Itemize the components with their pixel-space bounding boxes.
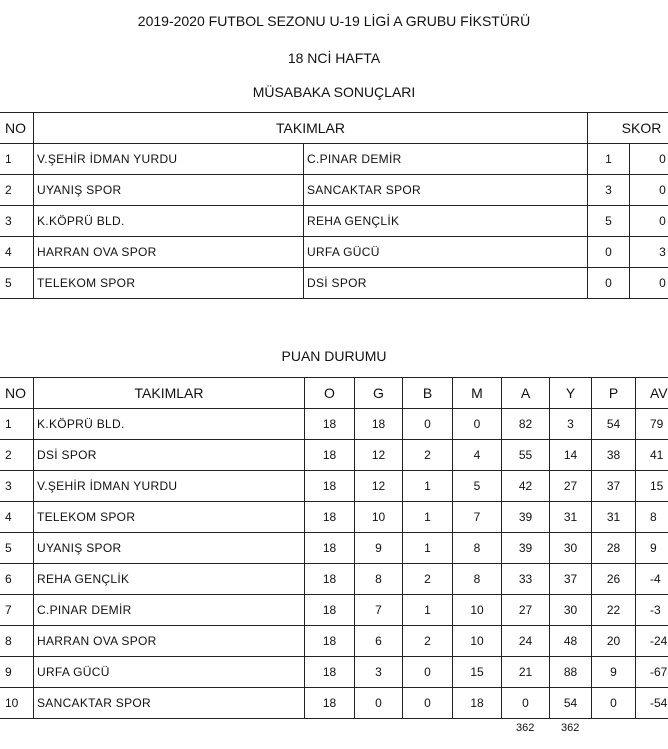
home-team: UYANIŞ SPOR <box>34 175 304 206</box>
rank: 2 <box>0 440 34 471</box>
stat-a: 24 <box>502 626 550 657</box>
stat-o: 18 <box>305 657 355 688</box>
stat-a: 33 <box>502 564 550 595</box>
rank: 9 <box>0 657 34 688</box>
team-name: UYANIŞ SPOR <box>34 533 305 564</box>
stat-p: 0 <box>592 688 636 719</box>
stat-o: 18 <box>305 595 355 626</box>
header-teams: TAKIMLAR <box>34 113 588 144</box>
stat-av: -24 <box>636 626 668 657</box>
stat-m: 4 <box>453 440 502 471</box>
away-team: DSİ SPOR <box>304 268 588 299</box>
away-team: SANCAKTAR SPOR <box>304 175 588 206</box>
stat-y: 31 <box>550 502 592 533</box>
home-team: TELEKOM SPOR <box>34 268 304 299</box>
total-goals-for: 362 <box>516 722 535 734</box>
match-no: 1 <box>0 144 34 175</box>
stat-m: 0 <box>453 409 502 440</box>
rank: 1 <box>0 409 34 440</box>
rank: 6 <box>0 564 34 595</box>
stat-g: 12 <box>355 471 403 502</box>
stat-p: 54 <box>592 409 636 440</box>
stat-av: 9 <box>636 533 668 564</box>
home-team: HARRAN OVA SPOR <box>34 237 304 268</box>
stat-o: 18 <box>305 502 355 533</box>
rank: 7 <box>0 595 34 626</box>
stat-y: 37 <box>550 564 592 595</box>
away-score: 0 <box>630 268 668 299</box>
result-row <box>0 206 668 237</box>
standings-row <box>0 440 668 471</box>
away-team: C.PINAR DEMİR <box>304 144 588 175</box>
standings-heading: PUAN DURUMU <box>281 348 387 364</box>
stat-b: 2 <box>403 626 453 657</box>
stat-o: 18 <box>305 471 355 502</box>
stat-o: 18 <box>305 533 355 564</box>
header-m: M <box>453 378 502 409</box>
header-av: AV <box>636 378 668 409</box>
header-o: O <box>305 378 355 409</box>
stat-p: 38 <box>592 440 636 471</box>
standings-row <box>0 626 668 657</box>
stat-g: 7 <box>355 595 403 626</box>
home-team: K.KÖPRÜ BLD. <box>34 206 304 237</box>
stat-p: 20 <box>592 626 636 657</box>
page-title: 2019-2020 FUTBOL SEZONU U-19 LİGİ A GRUBU FİKSTÜRÜ <box>137 13 531 29</box>
stat-o: 18 <box>305 688 355 719</box>
standings-row <box>0 657 668 688</box>
stat-b: 1 <box>403 471 453 502</box>
rank: 5 <box>0 533 34 564</box>
rank: 3 <box>0 471 34 502</box>
team-name: REHA GENÇLİK <box>34 564 305 595</box>
stat-p: 28 <box>592 533 636 564</box>
header-y: Y <box>550 378 592 409</box>
standings-row <box>0 533 668 564</box>
rank: 4 <box>0 502 34 533</box>
standings-header-row <box>0 378 668 409</box>
stat-b: 2 <box>403 440 453 471</box>
stat-o: 18 <box>305 564 355 595</box>
stat-av: -67 <box>636 657 668 688</box>
stat-a: 82 <box>502 409 550 440</box>
stat-a: 21 <box>502 657 550 688</box>
stat-g: 18 <box>355 409 403 440</box>
home-score: 0 <box>588 268 630 299</box>
stat-g: 8 <box>355 564 403 595</box>
stat-o: 18 <box>305 409 355 440</box>
stat-av: 15 <box>636 471 668 502</box>
stat-m: 5 <box>453 471 502 502</box>
header-a: A <box>502 378 550 409</box>
stat-a: 39 <box>502 502 550 533</box>
total-goals-against: 362 <box>561 722 580 734</box>
stat-b: 1 <box>403 502 453 533</box>
away-score: 0 <box>630 175 668 206</box>
team-name: URFA GÜCÜ <box>34 657 305 688</box>
stat-a: 42 <box>502 471 550 502</box>
results-table <box>0 112 668 299</box>
stat-y: 27 <box>550 471 592 502</box>
stat-p: 9 <box>592 657 636 688</box>
team-name: TELEKOM SPOR <box>34 502 305 533</box>
standings-row <box>0 502 668 533</box>
standings-row <box>0 564 668 595</box>
stat-a: 0 <box>502 688 550 719</box>
result-row <box>0 268 668 299</box>
stat-av: 41 <box>636 440 668 471</box>
stat-y: 48 <box>550 626 592 657</box>
away-score: 0 <box>630 144 668 175</box>
stat-b: 0 <box>403 688 453 719</box>
stat-a: 39 <box>502 533 550 564</box>
match-no: 4 <box>0 237 34 268</box>
stat-p: 22 <box>592 595 636 626</box>
home-team: V.ŞEHİR İDMAN YURDU <box>34 144 304 175</box>
stat-p: 37 <box>592 471 636 502</box>
home-score: 0 <box>588 237 630 268</box>
stat-y: 54 <box>550 688 592 719</box>
stat-g: 9 <box>355 533 403 564</box>
home-score: 3 <box>588 175 630 206</box>
stat-g: 10 <box>355 502 403 533</box>
week-label: 18 NCİ HAFTA <box>287 50 381 66</box>
stat-m: 10 <box>453 595 502 626</box>
stat-g: 12 <box>355 440 403 471</box>
match-no: 3 <box>0 206 34 237</box>
team-name: C.PINAR DEMİR <box>34 595 305 626</box>
stat-m: 18 <box>453 688 502 719</box>
stat-m: 8 <box>453 564 502 595</box>
header-p: P <box>592 378 636 409</box>
standings-row <box>0 595 668 626</box>
rank: 10 <box>0 688 34 719</box>
standings-row <box>0 471 668 502</box>
stat-m: 15 <box>453 657 502 688</box>
header-score: SKOR <box>588 113 668 144</box>
result-row <box>0 237 668 268</box>
stat-m: 7 <box>453 502 502 533</box>
team-name: K.KÖPRÜ BLD. <box>34 409 305 440</box>
team-name: SANCAKTAR SPOR <box>34 688 305 719</box>
stat-b: 1 <box>403 533 453 564</box>
away-team: URFA GÜCÜ <box>304 237 588 268</box>
stat-g: 6 <box>355 626 403 657</box>
stat-av: -4 <box>636 564 668 595</box>
stat-av: -54 <box>636 688 668 719</box>
results-header-row <box>0 113 668 144</box>
away-score: 3 <box>630 237 668 268</box>
stat-m: 8 <box>453 533 502 564</box>
stat-p: 26 <box>592 564 636 595</box>
standings-table <box>0 377 668 719</box>
stat-av: -3 <box>636 595 668 626</box>
stat-o: 18 <box>305 626 355 657</box>
header-team: TAKIMLAR <box>34 378 305 409</box>
stat-p: 31 <box>592 502 636 533</box>
stat-a: 55 <box>502 440 550 471</box>
match-no: 5 <box>0 268 34 299</box>
stat-a: 27 <box>502 595 550 626</box>
away-team: REHA GENÇLİK <box>304 206 588 237</box>
stat-m: 10 <box>453 626 502 657</box>
header-no: NO <box>0 378 34 409</box>
stat-b: 0 <box>403 409 453 440</box>
stat-av: 8 <box>636 502 668 533</box>
standings-row <box>0 409 668 440</box>
header-g: G <box>355 378 403 409</box>
home-score: 1 <box>588 144 630 175</box>
match-no: 2 <box>0 175 34 206</box>
team-name: HARRAN OVA SPOR <box>34 626 305 657</box>
result-row <box>0 175 668 206</box>
stat-b: 2 <box>403 564 453 595</box>
stat-y: 30 <box>550 595 592 626</box>
home-score: 5 <box>588 206 630 237</box>
rank: 8 <box>0 626 34 657</box>
stat-y: 88 <box>550 657 592 688</box>
stat-av: 79 <box>636 409 668 440</box>
stat-g: 3 <box>355 657 403 688</box>
header-no: NO <box>0 113 34 144</box>
stat-o: 18 <box>305 440 355 471</box>
stat-y: 30 <box>550 533 592 564</box>
stat-y: 3 <box>550 409 592 440</box>
away-score: 0 <box>630 206 668 237</box>
team-name: DSİ SPOR <box>34 440 305 471</box>
team-name: V.ŞEHİR İDMAN YURDU <box>34 471 305 502</box>
stat-b: 1 <box>403 595 453 626</box>
stat-y: 14 <box>550 440 592 471</box>
stat-g: 0 <box>355 688 403 719</box>
header-b: B <box>403 378 453 409</box>
results-heading: MÜSABAKA SONUÇLARI <box>252 84 416 100</box>
stat-b: 0 <box>403 657 453 688</box>
result-row <box>0 144 668 175</box>
standings-row <box>0 688 668 719</box>
